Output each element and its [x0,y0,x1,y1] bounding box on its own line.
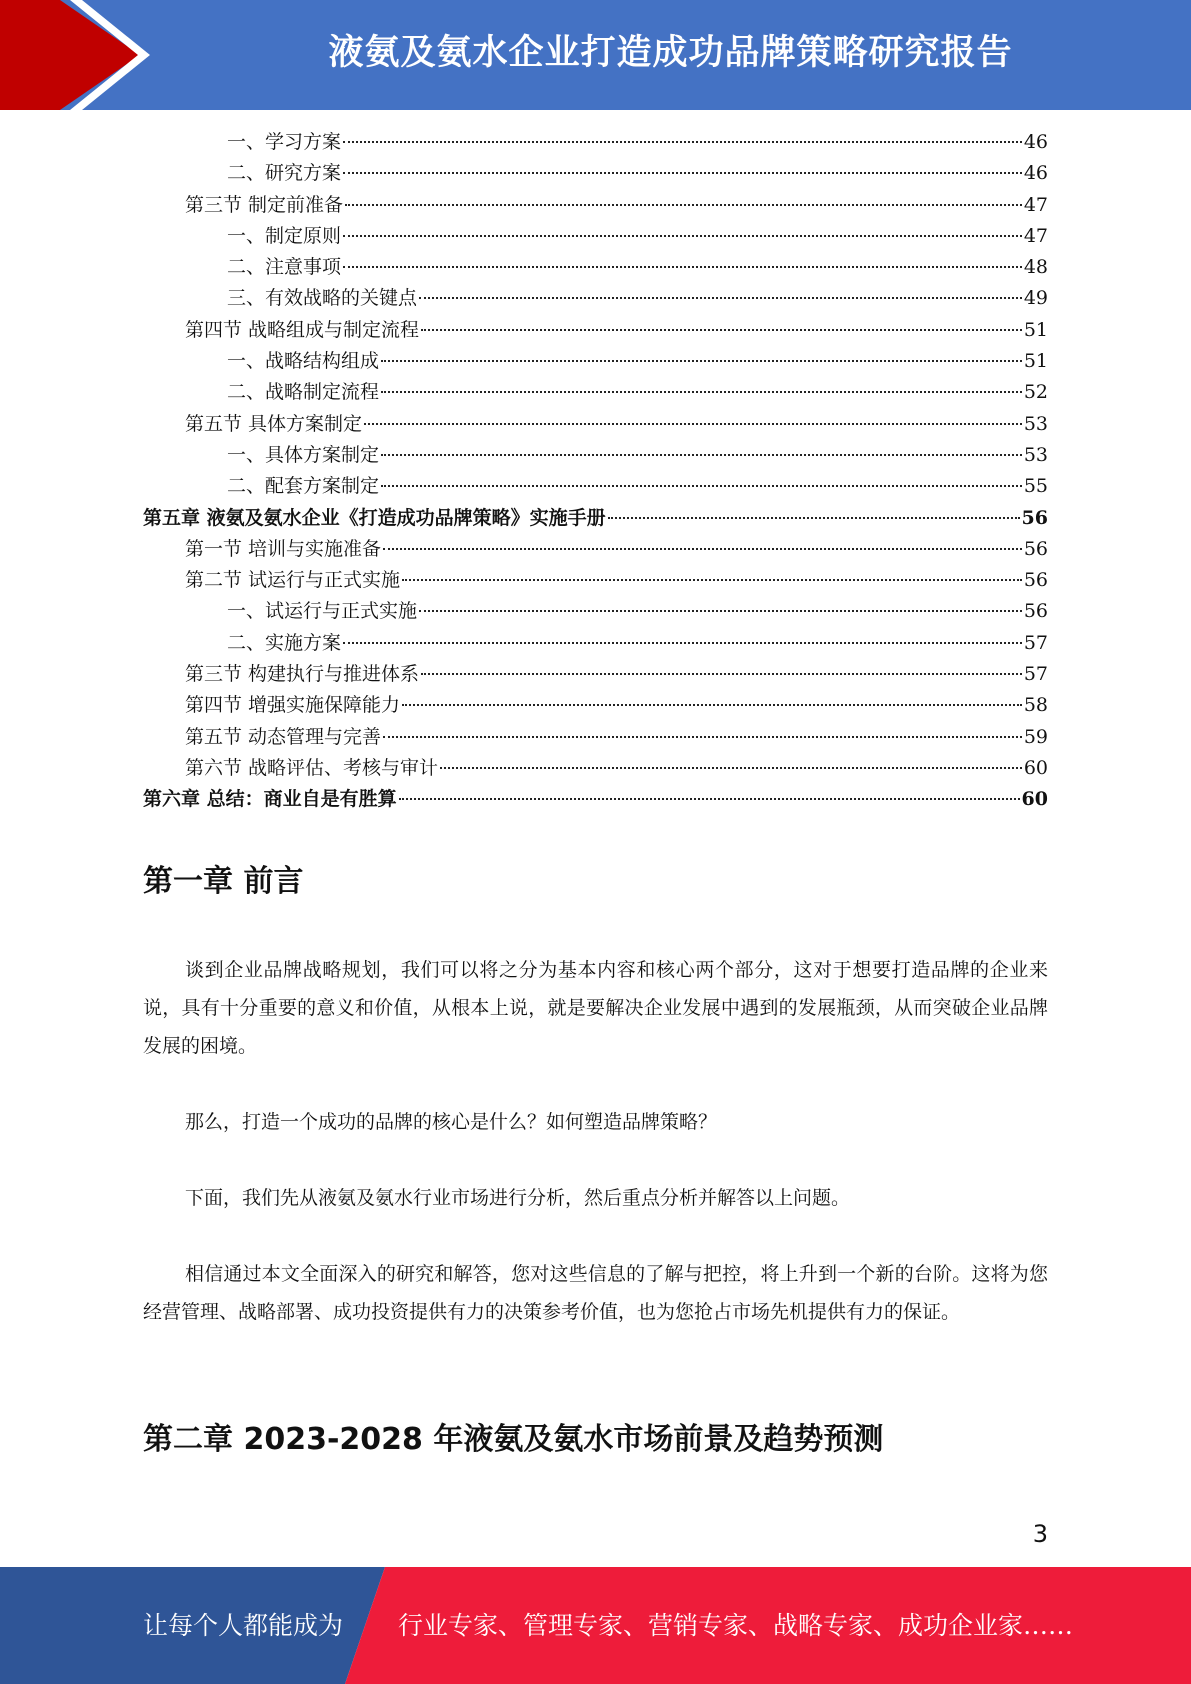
toc-entry-title: 第五章 液氨及氨水企业《打造成功品牌策略》实施手册 [143,506,606,529]
toc-entry-page: 56 [1021,506,1048,529]
toc-entry-page: 60 [1023,756,1048,779]
toc-entry-page: 51 [1023,350,1048,373]
toc-entry-title: 一、战略结构组成 [227,350,380,373]
toc-leader-dots [381,360,1022,362]
toc-entry[interactable] [143,377,1048,408]
toc-entry-page: 57 [1023,663,1048,686]
toc-entry[interactable] [143,252,1048,283]
toc-entry-page: 56 [1023,537,1048,560]
toc-leader-dots [343,141,1022,143]
chapter1-heading: 第一章 前言 [143,864,304,899]
chapter2-heading: 第二章 2023-2028 年液氨及氨水市场前景及趋势预测 [143,1422,884,1457]
toc-entry-page: 56 [1023,600,1048,623]
toc-entry-page: 60 [1021,788,1048,811]
toc-entry[interactable] [143,190,1048,221]
page-number: 3 [1032,1520,1048,1548]
toc-leader-dots [402,579,1022,581]
toc-entry-title: 二、注意事项 [227,256,342,279]
toc-leader-dots [421,673,1022,675]
toc-leader-dots [421,329,1022,331]
toc-entry-title: 三、有效战略的关键点 [227,287,418,310]
toc-entry-page: 48 [1023,256,1048,279]
toc-entry-page: 53 [1023,443,1048,466]
toc-entry-title: 第四节 增强实施保障能力 [185,694,401,717]
toc-entry[interactable] [143,471,1048,502]
toc-leader-dots [381,391,1022,393]
toc-entry-page: 49 [1023,287,1048,310]
toc-leader-dots [419,297,1022,299]
toc-leader-dots [343,642,1022,644]
toc-entry-title: 第六章 总结：商业自是有胜算 [143,788,397,811]
toc-entry[interactable] [143,346,1048,377]
toc-entry[interactable] [143,784,1048,815]
toc-entry-title: 第三节 制定前准备 [185,193,344,216]
toc-entry-page: 46 [1023,162,1048,185]
toc-entry[interactable] [143,753,1048,784]
toc-entry[interactable] [143,503,1048,534]
header-red-chevron [0,0,160,110]
toc-leader-dots [345,204,1022,206]
toc-entry[interactable] [143,283,1048,314]
toc-entry-title: 第三节 构建执行与推进体系 [185,663,420,686]
toc-entry-title: 第一节 培训与实施准备 [185,537,382,560]
toc-entry-title: 一、学习方案 [227,131,342,153]
chapter1-paragraph-1: 谈到企业品牌战略规划，我们可以将之分为基本内容和核心两个部分，这对于想要打造品牌的企业来说，具有十分重要的意义和价值，从根本上说，就是要解决企业发展中遇到的发展瓶颈，从而突破企业品牌发展的困境。 [143,959,1048,1057]
toc-entry[interactable] [143,221,1048,252]
toc-entry-title: 第五节 动态管理与完善 [185,725,382,748]
toc-entry[interactable] [143,315,1048,346]
chapter1-paragraph-3: 下面，我们先从液氨及氨水行业市场进行分析，然后重点分析并解答以上问题。 [185,1187,851,1209]
toc-entry-title: 二、配套方案制定 [227,475,380,498]
toc-leader-dots [440,767,1022,769]
toc-entry-page: 47 [1023,224,1048,247]
toc-leader-dots [381,485,1022,487]
toc-entry-page: 46 [1023,131,1048,153]
toc-leader-dots [608,517,1020,519]
toc-leader-dots [343,266,1022,268]
toc-entry[interactable] [143,158,1048,189]
toc-entry-page: 56 [1023,569,1048,592]
toc-leader-dots [343,235,1022,237]
toc-entry[interactable] [143,440,1048,471]
toc-entry[interactable] [143,127,1048,158]
toc-entry-title: 二、研究方案 [227,162,342,185]
page-header [0,0,1191,110]
toc-leader-dots [419,610,1022,612]
toc-entry-title: 第四节 战略组成与制定流程 [185,318,420,341]
toc-entry-title: 第五节 具体方案制定 [185,412,363,435]
toc-entry-page: 52 [1023,381,1048,404]
toc-entry-page: 47 [1023,193,1048,216]
toc-leader-dots [399,798,1020,800]
toc-leader-dots [402,704,1022,706]
toc-entry-page: 51 [1023,318,1048,341]
table-of-contents [143,127,1048,816]
toc-leader-dots [343,172,1022,174]
footer-slogan-right: 行业专家、管理专家、营销专家、战略专家、成功企业家…… [398,1611,1074,1640]
toc-entry-title: 一、具体方案制定 [227,443,380,466]
toc-entry-title: 二、战略制定流程 [227,381,380,404]
toc-entry-title: 第六节 战略评估、考核与审计 [185,756,439,779]
page-footer [0,1567,1191,1684]
header-title: 液氨及氨水企业打造成功品牌策略研究报告 [328,33,1013,73]
toc-entry-title: 第二节 试运行与正式实施 [185,569,401,592]
toc-entry-page: 59 [1023,725,1048,748]
toc-entry[interactable] [143,565,1048,596]
toc-entry[interactable] [143,659,1048,690]
toc-entry-page: 57 [1023,631,1048,654]
toc-leader-dots [383,548,1022,550]
toc-entry-title: 二、实施方案 [227,631,342,654]
chapter1-paragraph-2: 那么，打造一个成功的品牌的核心是什么？如何塑造品牌策略？ [185,1111,718,1133]
toc-leader-dots [381,454,1022,456]
toc-entry[interactable] [143,628,1048,659]
footer-slogan-left: 让每个人都能成为 [143,1611,344,1640]
toc-entry-title: 一、制定原则 [227,224,342,247]
toc-leader-dots [383,736,1022,738]
toc-entry-title: 一、试运行与正式实施 [227,600,418,623]
toc-entry[interactable] [143,596,1048,627]
toc-entry-page: 53 [1023,412,1048,435]
toc-leader-dots [364,423,1022,425]
toc-entry-page: 55 [1023,475,1048,498]
chapter1-paragraph-4: 相信通过本文全面深入的研究和解答，您对这些信息的了解与把控，将上升到一个新的台阶。这将为您经营管理、战略部署、成功投资提供有力的决策参考价值，也为您抢占市场先机提供有力的保证。 [143,1263,1048,1323]
toc-entry[interactable] [143,534,1048,565]
toc-entry[interactable] [143,690,1048,721]
toc-entry-page: 58 [1023,694,1048,717]
toc-entry[interactable] [143,409,1048,440]
toc-entry[interactable] [143,722,1048,753]
